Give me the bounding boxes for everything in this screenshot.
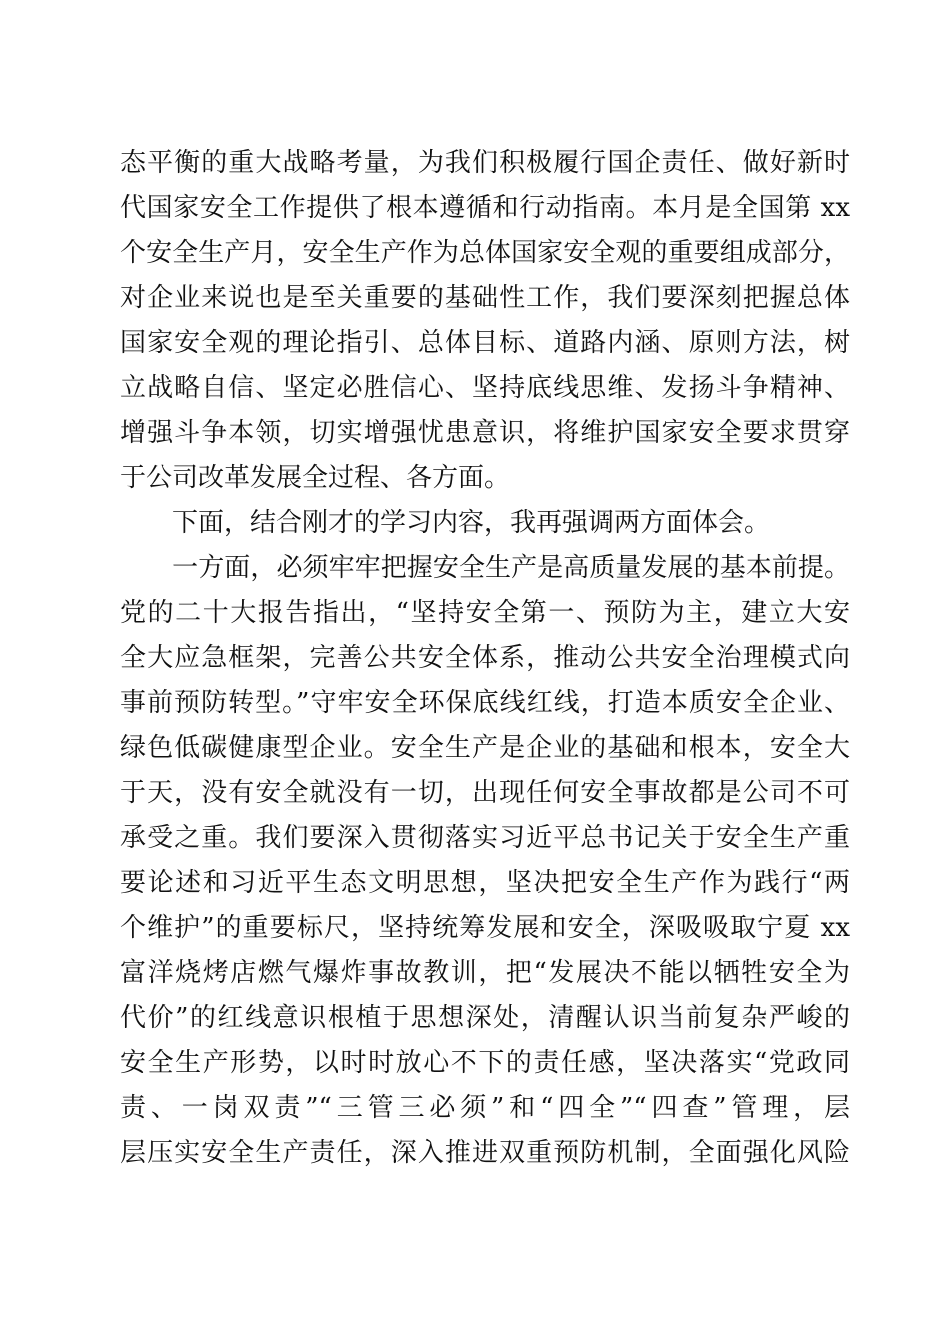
text-line: 增强斗争本领，切实增强忧患意识，将维护国家安全要求贯穿 [120,418,850,448]
text-line: 承受之重。我们要深入贯彻落实习近平总书记关于安全生产重 [120,823,850,853]
text-line: 于天，没有安全就没有一切，出现任何安全事故都是公司不可 [120,778,850,808]
text-line: 对企业来说也是至关重要的基础性工作，我们要深刻把握总体 [120,283,850,313]
text-line: 绿色低碳健康型企业。安全生产是企业的基础和根本，安全大 [120,733,850,763]
text-line: 一方面，必须牢牢把握安全生产是高质量发展的基本前提。 [120,553,850,583]
text-line: 代国家安全工作提供了根本遵循和行动指南。本月是全国第 xx [120,193,850,223]
text-line: 事前预防转型。”守牢安全环保底线红线，打造本质安全企业、 [120,688,850,718]
text-line: 下面，结合刚才的学习内容，我再强调两方面体会。 [120,508,771,538]
text-line: 富洋烧烤店燃气爆炸事故教训，把“发展决不能以牺牲安全为 [120,958,850,988]
text-line: 国家安全观的理论指引、总体目标、道路内涵、原则方法，树 [120,328,850,358]
text-line: 个维护”的重要标尺，坚持统筹发展和安全，深吸吸取宁夏 xx [120,913,850,943]
text-line: 层压实安全生产责任，深入推进双重预防机制，全面强化风险 [120,1138,850,1168]
text-line: 于公司改革发展全过程、各方面。 [120,463,511,493]
text-line: 安全生产形势，以时时放心不下的责任感，坚决落实“党政同 [120,1048,850,1078]
text-line: 代价”的红线意识根植于思想深处，清醒认识当前复杂严峻的 [120,1003,850,1033]
text-line: 个安全生产月，安全生产作为总体国家安全观的重要组成部分， [120,238,850,268]
text-line: 全大应急框架，完善公共安全体系，推动公共安全治理模式向 [120,643,850,673]
text-line: 态平衡的重大战略考量，为我们积极履行国企责任、做好新时 [120,148,850,178]
body-text [120,141,850,1176]
text-line: 责、一岗双责”“三管三必须”和“四全”“四查”管理，层 [120,1093,850,1123]
text-line: 立战略自信、坚定必胜信心、坚持底线思维、发扬斗争精神、 [120,373,850,403]
text-line: 要论述和习近平生态文明思想，坚决把安全生产作为践行“两 [120,868,850,898]
text-line: 党的二十大报告指出，“坚持安全第一、预防为主，建立大安 [120,598,850,628]
